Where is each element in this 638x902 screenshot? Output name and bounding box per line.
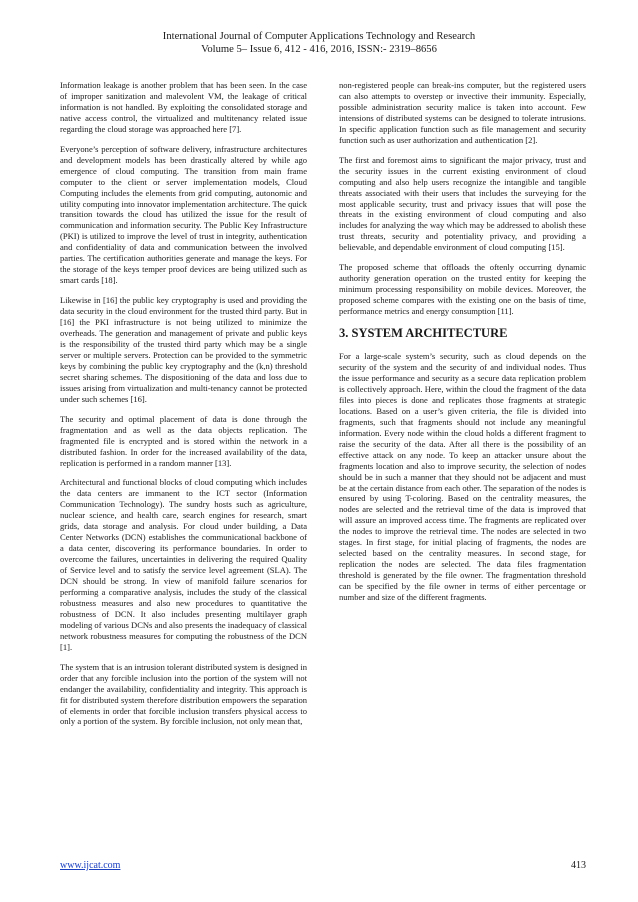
paragraph: Information leakage is another problem that has been seen. In the case of improper sanitization and malevolent VM, the leakage of critical information is not handled. By exploiting the consolidated storage and native access control, the virtualized and multitenancy related issue regarding the cloud storage was approached here [7]. — [60, 80, 307, 134]
paragraph: non-registered people can break-ins computer, but the registered users can also attempts to overstep or invective their immunity. Especially, possible administration security malice is taken into account. Few intensions of distributed systems can be designed to tolerate intrusions. In specific application function such as file management and security function such as user authorization and authentication [2]. — [339, 80, 586, 145]
paragraph: The first and foremost aims to significant the major privacy, trust and the security issues in the current existing environment of cloud computing and also help users recognize the intangible and tangible threats associated with their users that includes the surveying for the most applicable security, trust and privacy issues that will pose the threats in the existing environment of cloud computing and also includes for analyzing the way which may be addressed to abolish these trust threats, security and potentiality privacy, and providing a believable, and dependable environment of cloud computing [15]. — [339, 154, 586, 253]
journal-link[interactable]: www.ijcat.com — [60, 860, 121, 871]
section-heading: 3. SYSTEM ARCHITECTURE — [339, 326, 508, 341]
paragraph: The proposed scheme that offloads the oftenly occurring dynamic authority generation operation on the trusted entity for keeping the minimum processing responsibility on mobile devices. Moreover, the proposed scheme compares with the existing one on the basis of time, performance metrics and energy consumption [11]. — [339, 262, 586, 317]
paragraph: Everyone’s perception of software delivery, infrastructure architectures and development models has been drastically altered by while ago emergence of cloud computing. The transition from main frame computer to the client or server implementation models, Cloud Computing includes the elements from grid computing, autonomic and utility computing into innovator implementation architecture. The quick transition towards the cloud has utilized the issue for the result of communication and information security. The Public Key Infrastructure (PKI) is utilized to improve the level of trust in integrity, authentication and confidentiality of data and communication between the involved parties. The certification authorities generate and manage the keys. For the storage of the keys temper proof devices are being utilized such as smart cards [18]. — [60, 143, 307, 286]
right-column — [339, 80, 586, 612]
paragraph: Architectural and functional blocks of cloud computing which includes the data centers are immanent to the ICT sector (Information Communication Technology). The sundry hosts such as agriculture, nuclear science, and health care, search engines for research, smart grids, data storage and analysis. For cloud under building, a Data Center Networks (DCN) establishes the communicational backbone of a data center, discovering its performance boundaries. In order to overcome the failures, uncertainties in delivering the required Quality of Service level and to satisfy the service level agreement (SLA). The DCN should be strong. In view of manifold failure scenarios for performing a comparative analysis, includes the study of the classical robustness measures and also new procedures to quantitative the robustness of DCN. It also includes presenting multilayer graph modeling of various DCNs and also presents the inadequacy of classical network robustness measures for computing the robustness of the DCN [1]. — [60, 477, 307, 652]
journal-title: International Journal of Computer Applications Technology and Research — [162, 31, 476, 42]
paragraph: The security and optimal placement of data is done through the fragmentation and as well as the data objects replication. The fragmented file is encrypted and is stored within the network in a distributed fashion. In order for the increased availability of the data, replication is performed in a random manner [13]. — [60, 413, 307, 468]
paragraph: Likewise in [16] the public key cryptography is used and providing the data security in the cloud environment for the trusted third party. But in [16] the PKI infrastructure is not being utilized to minimize the overheads. The generation and management of private and public keys is the responsibility of the trusted third party which may be a single server or multiple servers. Protection can be provided to the symmetric keys by combining the public key cryptography and the (k,n) threshold secret sharing schemes. The dispositioning of the data and loss due to issues arising from virtualization and multi-tenancy cannot be protected under such schemes [16]. — [60, 295, 307, 404]
journal-header — [0, 30, 638, 56]
left-column — [60, 80, 307, 736]
page-number: 413 — [571, 860, 586, 871]
journal-volume: Volume 5– Issue 6, 412 - 416, 2016, ISSN:- 2319–8656 — [201, 44, 437, 55]
page-footer — [60, 860, 586, 872]
paragraph: For a large-scale system’s security, such as cloud depends on the security of the system and the security of and individual nodes. Thus the issue performance and security as a secure data replication problem is collectively approach. Here, within the cloud the fragment of the data files into pieces is done and replicates those fragments at strategic locations. Based on a user’s given criteria, the file is divided into fragments, such that fragments should not include any meaningful information. Every node within the cloud holds a different fragment to raise the security of the data. After all there is the possibility of an effective attack on any node. To keep an attacker unsure about the fragments location and also to improve security, the selection of nodes should be in such a manner that they should not be adjacent and must be at the certain distance from each other. The separation of the nodes is ensured by using T-coloring. Based on the centrality measures, the nodes are selected and the retrieval time of the data is improved that will assure an improved access time. The fragments are replicated over the nodes to improve the retrieval time. The nodes are selected in two stages. In first stage, for initial placing of fragments, the nodes are selected based on the centrality measures. In second stage, for replication the nodes are selected. The data files fragmentation threshold is generated by the file owner. The fragmentation threshold can be specified by the file owner in terms of either percentage or number and size of the different fragments. — [339, 351, 586, 603]
paragraph: The system that is an intrusion tolerant distributed system is designed in order that any forcible inclusion into the portion of the system will not endanger the availability, confidentiality and integrity. This approach is fit for distributed system therefore distribution empowers the separation of elements in order that forcible inclusion transfers physical access to only a portion of the system. By forcible inclusion, not only mean that, — [60, 661, 307, 727]
